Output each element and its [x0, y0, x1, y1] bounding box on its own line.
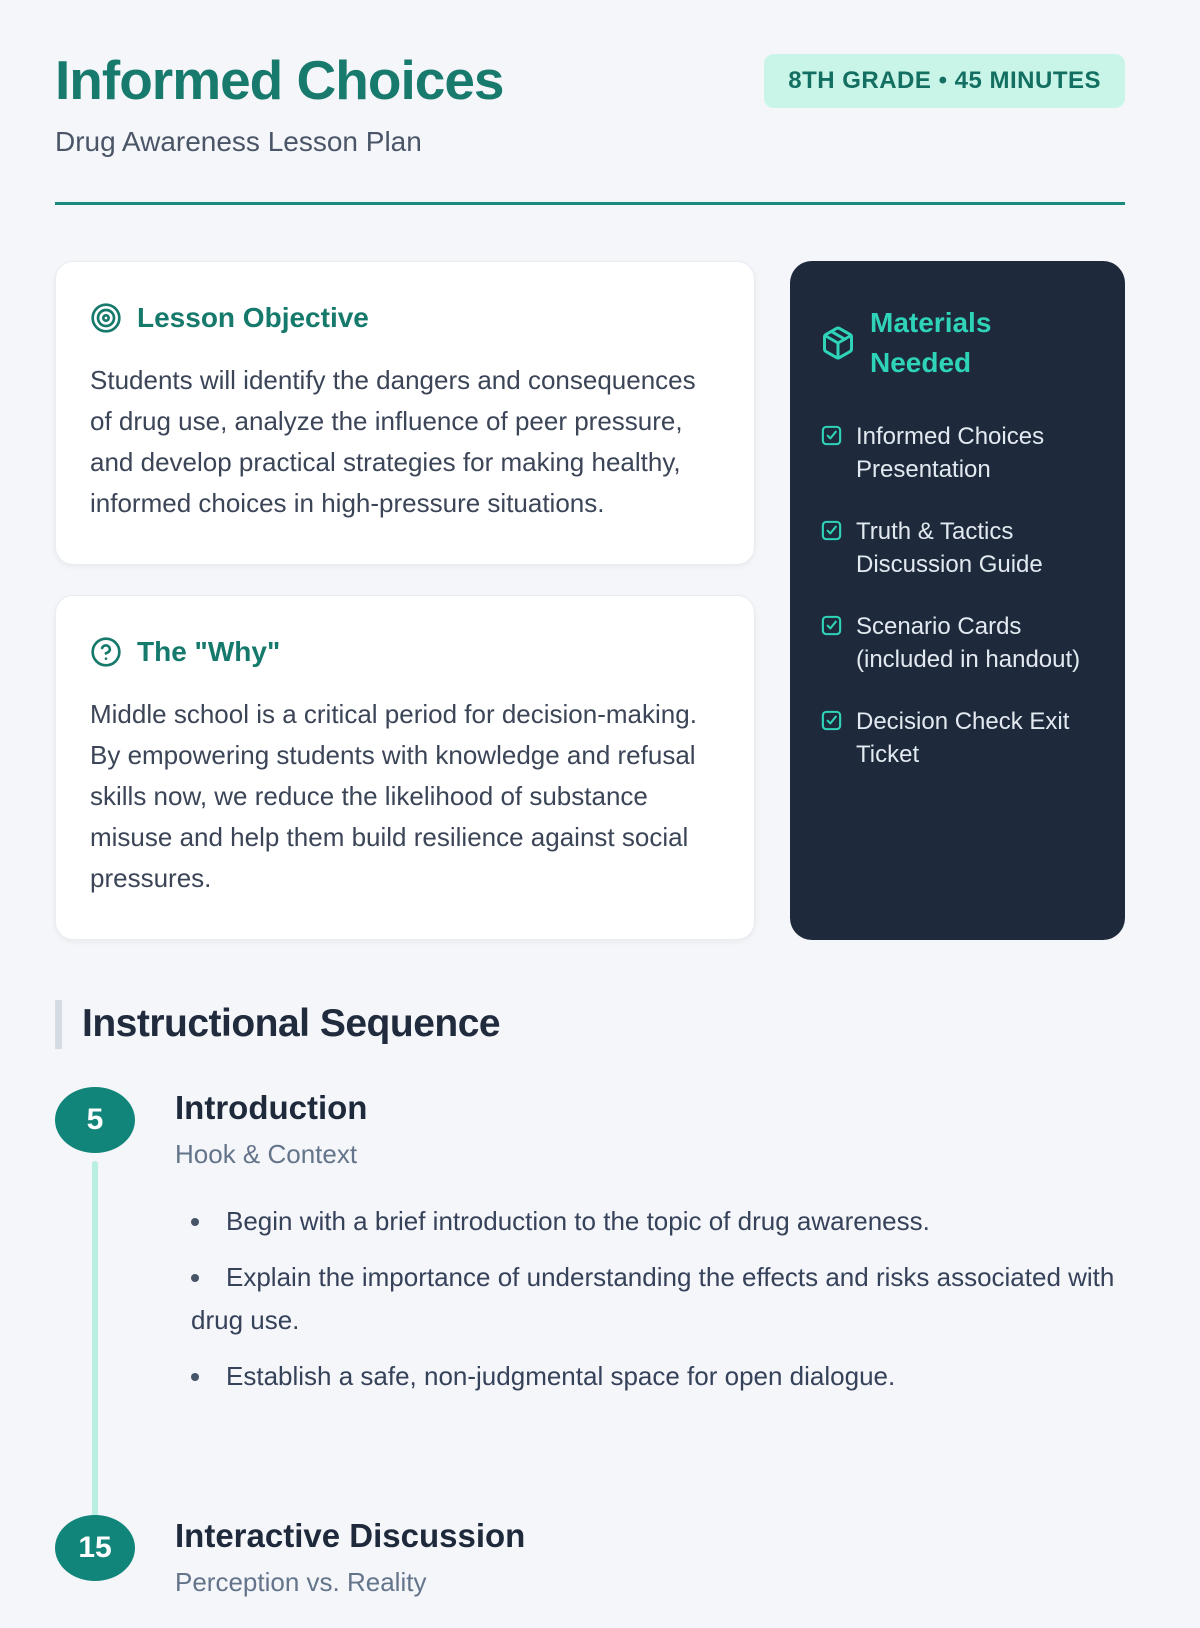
page-title: Informed Choices — [55, 49, 504, 111]
materials-title: Materials Needed — [870, 306, 992, 379]
material-item — [820, 610, 1095, 676]
left-column — [55, 261, 755, 940]
checkbox-checked-icon — [820, 424, 843, 447]
header — [55, 49, 1125, 111]
lesson-objective-title: Lesson Objective — [137, 301, 369, 333]
lesson-objective-card — [55, 261, 755, 565]
timeline-step — [55, 1515, 1125, 1628]
step-subtitle: Hook & Context — [175, 1138, 358, 1169]
header-divider — [55, 202, 1125, 205]
grade-duration-badge: 8TH GRADE • 45 MINUTES — [764, 54, 1125, 108]
material-item — [820, 705, 1095, 771]
checkbox-checked-icon — [820, 519, 843, 542]
instructional-sequence-heading: Instructional Sequence — [55, 1000, 1125, 1049]
step-minutes-badge: 15 — [55, 1515, 135, 1581]
materials-header — [820, 303, 1095, 384]
material-item — [820, 515, 1095, 581]
material-item — [820, 420, 1095, 486]
page-subtitle: Drug Awareness Lesson Plan — [55, 125, 422, 157]
target-icon — [90, 302, 122, 334]
step-bullets — [175, 1200, 1125, 1398]
step-bullet: • Explain the importance of understanding the effects and risks associated with drug use. — [191, 1256, 1125, 1342]
timeline-step — [55, 1087, 1125, 1515]
materials-panel — [790, 261, 1125, 940]
package-icon — [820, 325, 856, 361]
lesson-objective-body: Students will identify the dangers and consequences of drug use, analyze the influence of peer pressure, and develop practical strategies for making healthy, informed choices in high-pressure situations. — [90, 364, 696, 518]
main-grid — [55, 261, 1125, 940]
lesson-objective-header — [90, 302, 720, 334]
material-label: Truth & Tactics Discussion Guide — [856, 517, 1043, 578]
step-content — [175, 1515, 1125, 1628]
materials-list — [820, 420, 1095, 771]
step-title: Interactive Discussion — [175, 1516, 526, 1554]
checkbox-checked-icon — [820, 614, 843, 637]
steps-timeline — [55, 1087, 1125, 1628]
step-minutes-badge: 5 — [55, 1087, 135, 1153]
checkbox-checked-icon — [820, 709, 843, 732]
help-circle-icon — [90, 636, 122, 668]
why-card — [55, 595, 755, 940]
material-label: Decision Check Exit Ticket — [856, 707, 1070, 768]
why-body: Middle school is a critical period for decision-making. By empowering students with knowledge and refusal skills now, we reduce the likelihood of substance misuse and help them build resilience against social pressures. — [90, 698, 697, 893]
step-subtitle: Perception vs. Reality — [175, 1566, 427, 1597]
why-title: The "Why" — [137, 635, 281, 667]
step-bullet: • Begin with a brief introduction to the topic of drug awareness. — [191, 1200, 1125, 1243]
material-label: Scenario Cards (included in handout) — [856, 612, 1081, 673]
material-label: Informed Choices Presentation — [856, 422, 1045, 483]
step-content — [175, 1087, 1125, 1411]
step-title: Introduction — [175, 1088, 368, 1126]
why-header — [90, 636, 720, 668]
step-bullet: • Establish a safe, non-judgmental space for open dialogue. — [191, 1355, 1125, 1398]
